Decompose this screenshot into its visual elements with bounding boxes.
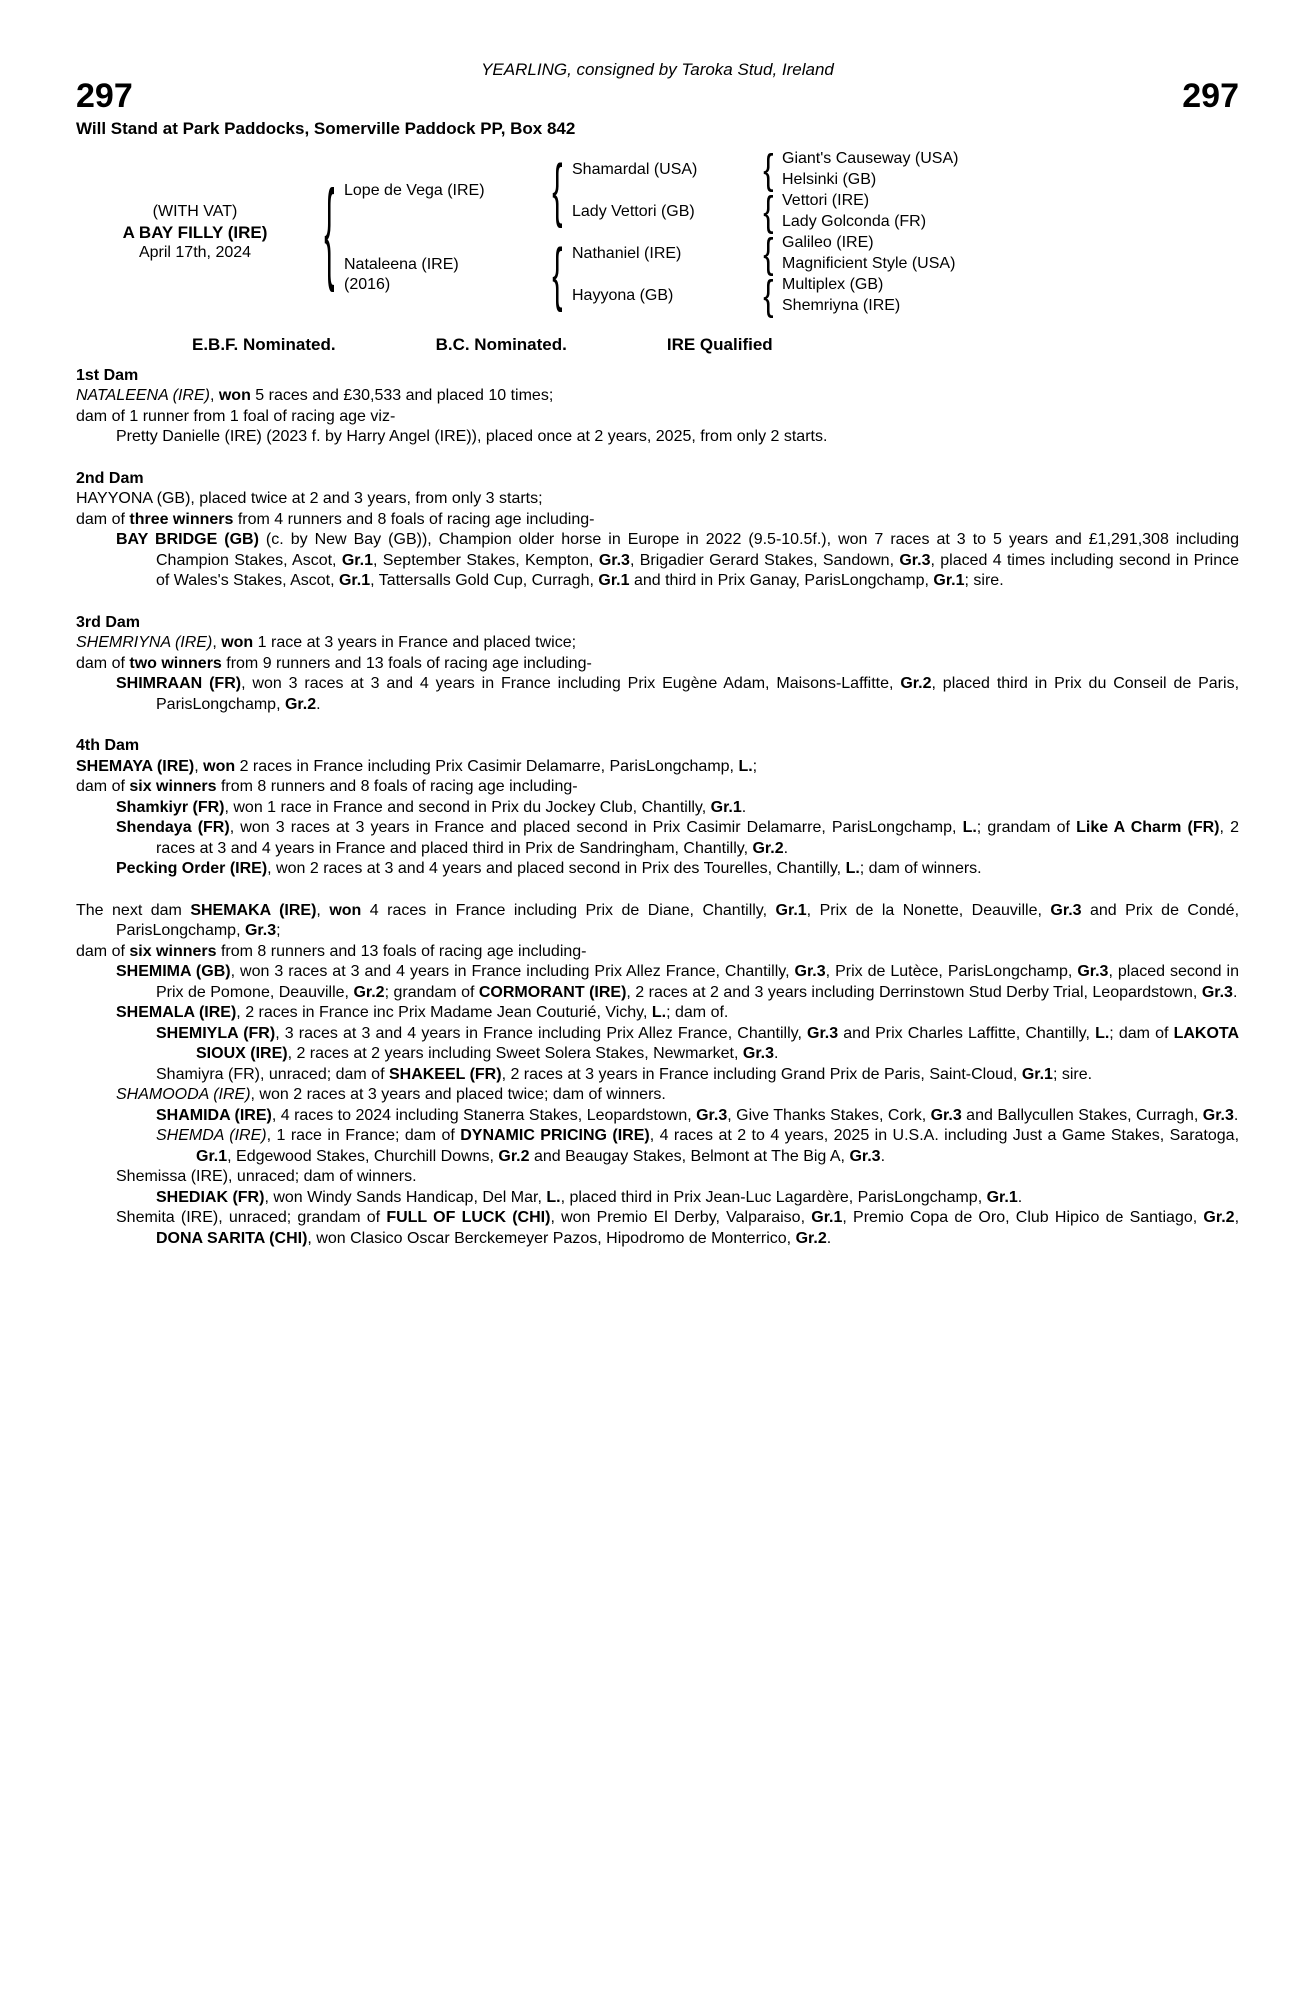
horse-details (76, 149, 314, 317)
pedigree-paragraph: SHEMAYA (IRE), won 2 races in France including Prix Casimir Delamarre, ParisLongchamp, L.; (76, 757, 758, 775)
pedigree-paragraph: SHEDIAK (FR), won Windy Sands Handicap, Del Mar, L., placed third in Prix Jean-Luc Lagardère, ParisLongchamp, Gr.1. (156, 1188, 1023, 1206)
pedigree-paragraph: SHEMIYLA (FR), 3 races at 3 and 4 years in France including Prix Allez France, Chantilly, Gr.3 and Prix Charles Laffitte, Chantilly, L.; dam of LAKOTA SIOUX (IRE), 2 races at 2 years including Sweet Solera Stakes, Newmarket, Gr.3. (156, 1024, 1240, 1062)
dam-year: (2016) (344, 276, 391, 293)
ire-qualified-label: IRE Qualified (666, 335, 773, 354)
great-grandparent-name: Galileo (IRE) (782, 234, 874, 252)
grandparent-name: Lady Vettori (GB) (572, 202, 695, 220)
pedigree-paragraph: Pecking Order (IRE), won 2 races at 3 and 4 years and placed second in Prix des Tourelles, Chantilly, L.; dam of winners. (116, 860, 982, 877)
dam-parents-brace: { (551, 235, 563, 314)
stand-location: Will Stand at Park Paddocks, Somerville Paddock PP, Box 842 (76, 118, 576, 138)
pedigree-paragraph: dam of two winners from 9 runners and 13 foals of racing age including- (76, 654, 592, 672)
sire-name: Lope de Vega (IRE) (344, 181, 485, 199)
consignor-line: YEARLING, consigned by Taroka Stud, Ireland (481, 60, 834, 79)
dam-section-heading: 2nd Dam (76, 469, 144, 487)
great-grandparent-name: Shemriyna (IRE) (782, 297, 901, 315)
pedigree-paragraph: Shamiyra (FR), unraced; dam of SHAKEEL (FR), 2 races at 3 years in France including Grand Prix de Paris, Saint-Cloud, Gr.1; sire. (156, 1065, 1093, 1083)
lot-number-row (76, 77, 1239, 115)
pedigree-table (76, 146, 1239, 319)
pedigree-paragraph: SHEMRIYNA (IRE), won 1 race at 3 years in France and placed twice; (76, 634, 577, 651)
lot-number-right: 297 (1182, 76, 1239, 115)
pedigree-paragraph: Shemita (IRE), unraced; grandam of FULL OF LUCK (CHI), won Premio El Derby, Valparaiso, Gr.1, Premio Copa de Oro, Club Hipico de Santiago, Gr.2, DONA SARITA (CHI), won Clasico Oscar Berckemeyer Pazos, Hipodromo de Monterrico, Gr.2. (116, 1209, 1240, 1247)
lot-number-left: 297 (76, 76, 133, 115)
grandparent-name: Shamardal (USA) (572, 160, 698, 178)
great-grandparent-name: Giant's Causeway (USA) (782, 150, 959, 168)
sire-parents-brace: { (551, 151, 563, 230)
pedigree-paragraph: HAYYONA (GB), placed twice at 2 and 3 years, from only 3 starts; (76, 490, 543, 507)
pedigree-paragraph: SHAMOODA (IRE), won 2 races at 3 years and placed twice; dam of winners. (116, 1086, 666, 1103)
pedigree-paragraph: dam of six winners from 8 runners and 8 foals of racing age including- (76, 778, 578, 795)
grandparent-name: Nathaniel (IRE) (572, 244, 682, 262)
dam-section-heading: 1st Dam (76, 366, 139, 384)
pedigree-paragraph: dam of three winners from 4 runners and 8 foals of racing age including- (76, 510, 595, 528)
dam-section-heading: 4th Dam (76, 737, 140, 754)
pedigree-paragraph: Shendaya (FR), won 3 races at 3 years in France and placed second in Prix Casimir Delamarre, ParisLongchamp, L.; grandam of Like A Charm (FR), 2 races at 3 and 4 years in France and placed third in Prix de Sandringham, Chantilly, Gr.2. (116, 819, 1239, 857)
pedigree-paragraph: NATALEENA (IRE), won 5 races and £30,533 and placed 10 times; (76, 387, 554, 404)
pedigree-paragraph: SHEMALA (IRE), 2 races in France inc Prix Madame Jean Couturié, Vichy, L.; dam of. (116, 1004, 729, 1021)
great-grandparent-name: Lady Golconda (FR) (782, 213, 927, 231)
horse-name: A BAY FILLY (IRE) (122, 222, 268, 242)
bc-nominated-label: B.C. Nominated. (435, 335, 567, 354)
great-grandparent-name: Magnificient Style (USA) (782, 255, 956, 273)
great-grandparents-brace: { (762, 230, 774, 277)
pedigree-paragraph: dam of 1 runner from 1 foal of racing age viz- (76, 407, 396, 425)
pedigree-paragraph: The next dam SHEMAKA (IRE), won 4 races in France including Prix de Diane, Chantilly, Gr.1, Prix de la Nonette, Deauville, Gr.3 and Prix de Condé, ParisLongchamp, Gr.3; (76, 901, 1240, 939)
dam-section-heading: 3rd Dam (76, 613, 141, 631)
parents-brace: { (323, 169, 335, 295)
ebf-nominated-label: E.B.F. Nominated. (192, 335, 336, 354)
catalogue-text (76, 366, 1239, 1250)
great-grandparent-name: Helsinki (GB) (782, 171, 877, 189)
dam-name-text: Nataleena (IRE) (344, 255, 459, 273)
pedigree-paragraph: Shemissa (IRE), unraced; dam of winners. (116, 1168, 417, 1185)
dam-name (344, 233, 542, 317)
great-grandparents-brace: { (762, 146, 774, 193)
pedigree-paragraph: BAY BRIDGE (GB) (c. by New Bay (GB)), Champion older horse in Europe in 2022 (9.5-10.5f.), won 7 races at 3 to 5 years and £1,291,308 including Champion Stakes, Ascot, Gr.1, September Stakes, Kempton, Gr.3, Brigadier Gerard Stakes, Sandown, Gr.3, placed 4 times including second in Prince of Wales's Stakes, Ascot, Gr.1, Tattersalls Gold Cup, Curragh, Gr.1 and third in Prix Ganay, ParisLongchamp, Gr.1; sire. (116, 531, 1240, 589)
great-grandparents-brace: { (762, 188, 774, 235)
pedigree-paragraph: SHEMIMA (GB), won 3 races at 3 and 4 years in France including Prix Allez France, Chantilly, Gr.3, Prix de Lutèce, ParisLongchamp, Gr.3, placed second in Prix de Pomone, Deauville, Gr.2; grandam of CORMORANT (IRE), 2 races at 2 and 3 years including Derrinstown Stud Derby Trial, Leopardstown, Gr.3. (116, 963, 1240, 1001)
vat-note: (WITH VAT) (152, 203, 238, 221)
pedigree-paragraph: Pretty Danielle (IRE) (2023 f. by Harry Angel (IRE)), placed once at 2 years, 2025, from only 2 starts. (116, 428, 828, 445)
foaling-date: April 17th, 2024 (138, 244, 252, 262)
pedigree-paragraph: SHAMIDA (IRE), 4 races to 2024 including Stanerra Stakes, Leopardstown, Gr.3, Give Thanks Stakes, Cork, Gr.3 and Ballycullen Stakes, Curragh, Gr.3. (156, 1106, 1239, 1124)
pedigree-paragraph: SHIMRAAN (FR), won 3 races at 3 and 4 years in France including Prix Eugène Adam, Maisons-Laffitte, Gr.2, placed third in Prix du Conseil de Paris, ParisLongchamp, Gr.2. (116, 675, 1240, 713)
grandparent-name: Hayyona (GB) (572, 286, 674, 304)
nominations-row (76, 335, 1239, 356)
pedigree-paragraph: Shamkiyr (FR), won 1 race in France and second in Prix du Jockey Club, Chantilly, Gr.1. (116, 798, 747, 816)
pedigree-paragraph: dam of six winners from 8 runners and 13 foals of racing age including- (76, 942, 587, 960)
great-grandparent-name: Multiplex (GB) (782, 276, 884, 294)
pedigree-paragraph: SHEMDA (IRE), 1 race in France; dam of DYNAMIC PRICING (IRE), 4 races at 2 to 4 years, 2025 in U.S.A. including Just a Game Stakes, Saratoga, Gr.1, Edgewood Stakes, Churchill Downs, Gr.2 and Beaugay Stakes, Belmont at The Big A, Gr.3. (156, 1127, 1240, 1165)
great-grandparents-brace: { (762, 272, 774, 319)
great-grandparent-name: Vettori (IRE) (782, 192, 870, 210)
